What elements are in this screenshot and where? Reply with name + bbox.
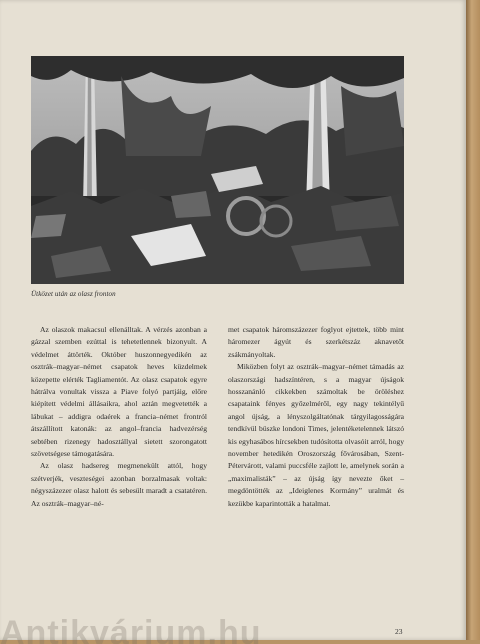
photo-image	[31, 56, 404, 284]
photo-caption: Ütközet után az olasz fronton	[31, 290, 116, 298]
text-column-right	[228, 324, 404, 510]
battlefield-photo	[31, 56, 404, 284]
paragraph: Az olasz hadsereg megmenekült attól, hogy szétverjék, veszteségei azonban borzalmasak voltak: négyszázezer olasz halott és sebesült maradt a csatatéren. Az osztrák–magyar–né-	[31, 461, 207, 508]
paragraph: Miközben folyt az osztrák–magyar–német támadás az olaszországi hadszíntéren, s a magyar újságok hosszanánló cikkekben számoltak be öröléshez csapataink fényes győzelméről, egy nagy tekintélyű angol újság, a lényszolgáltatónak tárgyilagosságára tendkívül büszke londoni Times, jelentéketelennek látszó kis egyhasábos hírcsekben tudósította olvasóit arról, hogy november hetedikén Oroszország fővárosában, Szent-Pétervárott, valami puccsféle zajlott le, amelynek során a „maximalisták” – az újság így nevezte őket – megdöntötték az „Ideiglenes Kormány” uralmát és kezükbe kaparintották a hatalmat.	[228, 362, 404, 508]
text-column-left	[31, 324, 207, 510]
book-spine-edge	[466, 0, 480, 640]
paragraph: Az olaszok makacsul ellenálltak. A vérzés azonban a gázzal szemben ezúttal is tehetetlennek bizonyult. A védelmet áttörték. Október huszonnegyedikén az osztrák–magyar–német csapatok heves küzdelmek közepette elérték Tagliamentót. Az olasz csapatok egyre hátrálva vonultak vissza a Piave folyó partjáig, előre kiépített védelmi állásaikra, ahol aztán megvetették a lábukat – addigra odaérek a francia–német frontról átszállított katonák: az angol–francia hadvezérség sebtében rizenegy hadosztállyal sietett szorongatott szövetségese támogatására.	[31, 325, 207, 459]
page-number: 23	[395, 627, 403, 636]
watermark-text: Antikvárium.hu	[0, 614, 262, 644]
paragraph: met csapatok háromszázezer foglyot ejtettek, több mint háromezer ágyút és szerkétszáz aknavetőt zsákmányoltak.	[228, 325, 404, 359]
